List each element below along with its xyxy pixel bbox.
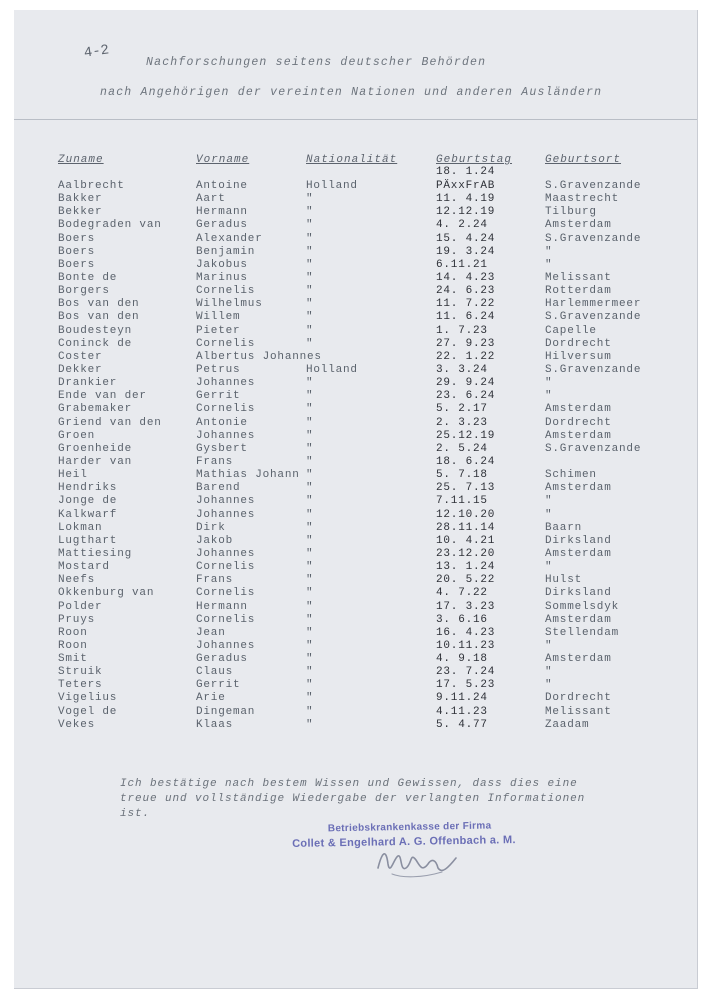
birthplace-cell: Amsterdam xyxy=(545,613,612,626)
given-name-cell: Petrus xyxy=(196,363,241,376)
table-row xyxy=(0,272,713,285)
table-row xyxy=(0,640,713,653)
birthdate-cell: 29. 9.24 xyxy=(436,377,496,390)
birthplace-cell: Dordrecht xyxy=(545,692,612,705)
birthdate-cell: 11. 6.24 xyxy=(436,311,496,324)
birthplace-cell: S.Gravenzande xyxy=(545,442,642,455)
birthdate-cell: 5. 7.18 xyxy=(436,469,488,482)
birthplace-cell: Harlemmermeer xyxy=(545,298,642,311)
birthplace-cell: S.Gravenzande xyxy=(545,311,642,324)
nationality-cell: " xyxy=(306,508,314,521)
birthplace-cell: " xyxy=(545,666,553,679)
given-name-cell: Cornelis xyxy=(196,561,256,574)
column-header-birthplace: Geburtsort xyxy=(545,154,622,166)
table-row xyxy=(0,443,713,456)
given-name-cell: Jean xyxy=(196,626,226,639)
birthdate-cell: 23. 6.24 xyxy=(436,390,496,403)
nationality-cell: " xyxy=(306,416,314,429)
nationality-cell: " xyxy=(306,285,314,298)
birthplace-cell: Amsterdam xyxy=(545,482,612,495)
birthplace-cell: Dirksland xyxy=(545,587,612,600)
nationality-cell: " xyxy=(306,482,314,495)
nationality-cell: " xyxy=(306,705,314,718)
given-name-cell: Benjamin xyxy=(196,245,256,258)
table-row xyxy=(0,522,713,535)
given-name-cell: Gerrit xyxy=(196,390,241,403)
table-row xyxy=(0,587,713,600)
given-name-cell: Frans xyxy=(196,455,234,468)
nationality-cell: Holland xyxy=(306,180,358,192)
nationality-cell: " xyxy=(306,245,314,258)
nationality-cell: " xyxy=(306,692,314,705)
given-name-cell: Hermann xyxy=(196,600,248,613)
surname-cell: Griend van den xyxy=(58,416,162,429)
birthdate-cell: 12.10.20 xyxy=(436,508,496,521)
birthdate-cell: 25.12.19 xyxy=(436,429,496,442)
birthplace-cell: " xyxy=(545,508,553,521)
birthplace-cell: " xyxy=(545,377,553,390)
table-row xyxy=(0,430,713,443)
given-name-cell: Cornelis xyxy=(196,587,256,600)
table-row xyxy=(0,719,713,732)
table-row xyxy=(0,364,713,377)
birthdate-cell: 23. 7.24 xyxy=(436,666,496,679)
table-row xyxy=(0,535,713,548)
declaration-line-1: Ich bestätige nach bestem Wissen und Gewissen, dass dies eine xyxy=(120,778,578,790)
given-name-cell: Cornelis xyxy=(196,337,256,350)
nationality-cell: " xyxy=(306,587,314,600)
nationality-cell: " xyxy=(306,495,314,508)
birthdate-cell: 7.11.15 xyxy=(436,495,488,508)
birthplace-cell: Baarn xyxy=(545,521,583,534)
table-row xyxy=(0,180,713,193)
nationality-cell: " xyxy=(306,521,314,534)
surname-cell: Struik xyxy=(58,666,103,679)
nationality-cell: " xyxy=(306,718,314,731)
birthplace-cell: Dordrecht xyxy=(545,337,612,350)
birthplace-cell: " xyxy=(545,679,553,692)
given-name-cell: Arie xyxy=(196,692,226,705)
birthdate-cell: 17. 5.23 xyxy=(436,679,496,692)
table-row xyxy=(0,482,713,495)
birthdate-cell: 3. 3.24 xyxy=(436,363,488,376)
given-name-cell: Johannes xyxy=(196,495,256,508)
table-row xyxy=(0,627,713,640)
birthdate-cell: 28.11.14 xyxy=(436,521,496,534)
nationality-cell: " xyxy=(306,600,314,613)
given-name-cell: Dirk xyxy=(196,521,226,534)
nationality-cell: " xyxy=(306,377,314,390)
table-row xyxy=(0,614,713,627)
nationality-cell: " xyxy=(306,311,314,324)
birthplace-cell: Rotterdam xyxy=(545,285,612,298)
nationality-cell: " xyxy=(306,206,314,219)
surname-cell: Ende van der xyxy=(58,390,147,403)
birthplace-cell: Hulst xyxy=(545,574,583,587)
table-row xyxy=(0,456,713,469)
birthplace-cell: Stellendam xyxy=(545,626,620,639)
nationality-cell: " xyxy=(306,653,314,666)
table-row xyxy=(0,653,713,666)
table-row xyxy=(0,206,713,219)
nationality-cell: " xyxy=(306,626,314,639)
birthplace-cell: Hilversum xyxy=(545,350,612,363)
given-name-cell: Alexander xyxy=(196,232,263,245)
given-name-cell: Wilhelmus xyxy=(196,298,263,311)
nationality-cell: " xyxy=(306,429,314,442)
given-name-cell: Dingeman xyxy=(196,705,256,718)
surname-cell: Vogel de xyxy=(58,705,118,718)
birthdate-cell: 11. 7.22 xyxy=(436,298,496,311)
birthplace-cell: Amsterdam xyxy=(545,219,612,232)
surname-cell: Mattiesing xyxy=(58,547,133,560)
column-header-birthdate: Geburtstag xyxy=(436,154,513,166)
nationality-cell: " xyxy=(306,455,314,468)
table-row xyxy=(0,548,713,561)
surname-cell: Harder van xyxy=(58,455,133,468)
surname-cell: Groenheide xyxy=(58,442,133,455)
given-name-cell: Claus xyxy=(196,666,234,679)
given-name-cell: Johannes xyxy=(196,639,256,652)
declaration-line-3: ist. xyxy=(120,808,151,820)
table-row xyxy=(0,469,713,482)
surname-cell: Smit xyxy=(58,653,88,666)
surname-cell: Boers xyxy=(58,245,96,258)
birthdate-cell: 20. 5.22 xyxy=(436,574,496,587)
table-row xyxy=(0,259,713,272)
nationality-cell: " xyxy=(306,390,314,403)
given-name-cell: Geradus xyxy=(196,219,248,232)
birthdate-cell: 19. 3.24 xyxy=(436,245,496,258)
given-name-cell: Jakob xyxy=(196,534,234,547)
birthplace-cell: Melissant xyxy=(545,271,612,284)
given-name-cell: Hermann xyxy=(196,206,248,219)
handwritten-signature xyxy=(372,838,462,888)
birthdate-cell: 10.11.23 xyxy=(436,639,496,652)
given-name-cell: Frans xyxy=(196,574,234,587)
surname-cell: Groen xyxy=(58,429,96,442)
table-row xyxy=(0,574,713,587)
stamp-line-2: Collet & Engelhard A. G. Offenbach a. M. xyxy=(292,834,516,850)
surname-cell: Neefs xyxy=(58,574,96,587)
heading-line-1: Nachforschungen seitens deutscher Behörden xyxy=(146,56,487,69)
surname-cell: Polder xyxy=(58,600,103,613)
surname-cell: Roon xyxy=(58,639,88,652)
given-name-cell: Marinus xyxy=(196,271,248,284)
table-row xyxy=(0,692,713,705)
table-row xyxy=(0,417,713,430)
birthplace-cell: " xyxy=(545,561,553,574)
nationality-cell: " xyxy=(306,258,314,271)
surname-cell: Teters xyxy=(58,679,103,692)
table-row xyxy=(0,495,713,508)
table-row xyxy=(0,219,713,232)
given-name-cell: Gysbert xyxy=(196,442,248,455)
given-name-cell: Johannes xyxy=(196,547,256,560)
birthplace-cell: Capelle xyxy=(545,324,597,337)
birthplace-cell: " xyxy=(545,390,553,403)
surname-cell: Vigelius xyxy=(58,692,118,705)
given-name-cell: Aart xyxy=(196,193,226,206)
table-row xyxy=(0,298,713,311)
birthplace-cell: Sommelsdyk xyxy=(545,600,620,613)
birthplace-cell: Amsterdam xyxy=(545,403,612,416)
nationality-cell: " xyxy=(306,232,314,245)
birthplace-cell: Tilburg xyxy=(545,206,597,219)
birthdate-cell: 4. 9.18 xyxy=(436,653,488,666)
birthdate-cell: 1. 7.23 xyxy=(436,324,488,337)
nationality-cell: " xyxy=(306,337,314,350)
birthdate-cell: 4. 2.24 xyxy=(436,219,488,232)
stamp-line-1: Betriebskrankenkasse der Firma xyxy=(327,820,492,835)
surname-cell: Okkenburg van xyxy=(58,587,155,600)
surname-cell: Pruys xyxy=(58,613,96,626)
surname-cell: Hendriks xyxy=(58,482,118,495)
table-row xyxy=(0,233,713,246)
table-row xyxy=(0,193,713,206)
surname-cell: Bonte de xyxy=(58,271,118,284)
birthdate-cell: 2. 5.24 xyxy=(436,442,488,455)
table-row xyxy=(0,706,713,719)
surname-cell: Bodegraden van xyxy=(58,219,162,232)
birthplace-cell: Dirksland xyxy=(545,534,612,547)
birthdate-cell: 23.12.20 xyxy=(436,547,496,560)
birthdate-cell: 10. 4.21 xyxy=(436,534,496,547)
birthdate-cell: 27. 9.23 xyxy=(436,337,496,350)
given-name-cell: Jakobus xyxy=(196,258,248,271)
nationality-cell: " xyxy=(306,403,314,416)
birthplace-cell: Amsterdam xyxy=(545,653,612,666)
surname-cell: Boudesteyn xyxy=(58,324,133,337)
birthplace-cell: S.Gravenzande xyxy=(545,363,642,376)
birthdate-cell: 16. 4.23 xyxy=(436,626,496,639)
given-name-cell: Mathias Johann xyxy=(196,469,300,482)
given-name-cell: Antoine xyxy=(196,180,248,192)
nationality-cell: " xyxy=(306,442,314,455)
birthdate-cell: 18. 6.24 xyxy=(436,455,496,468)
birthdate-cell: 15. 4.24 xyxy=(436,232,496,245)
declaration-line-2: treue und vollständige Wiedergabe der verlangten Informationen xyxy=(120,793,586,805)
surname-cell: Jonge de xyxy=(58,495,118,508)
birthplace-cell: Maastrecht xyxy=(545,193,620,206)
surname-cell: Roon xyxy=(58,626,88,639)
surname-cell: Lugthart xyxy=(58,534,118,547)
table-row xyxy=(0,666,713,679)
birthplace-cell: Zaadam xyxy=(545,718,590,731)
given-name-cell: Geradus xyxy=(196,653,248,666)
table-row xyxy=(0,509,713,522)
birthdate-cell: 4.11.23 xyxy=(436,705,488,718)
table-row xyxy=(0,285,713,298)
table-row xyxy=(0,403,713,416)
birthdate-cell: 24. 6.23 xyxy=(436,285,496,298)
nationality-cell: " xyxy=(306,547,314,560)
given-name-cell: Gerrit xyxy=(196,679,241,692)
birthplace-cell: Dordrecht xyxy=(545,416,612,429)
nationality-cell: " xyxy=(306,574,314,587)
surname-cell: Bekker xyxy=(58,206,103,219)
surname-cell: Bos van den xyxy=(58,298,140,311)
given-name-cell: Antonie xyxy=(196,416,248,429)
table-row xyxy=(0,246,713,259)
birthplace-cell: " xyxy=(545,495,553,508)
nationality-cell: " xyxy=(306,561,314,574)
birthdate-cell: 22. 1.22 xyxy=(436,350,496,363)
birthdate-cell: 4. 7.22 xyxy=(436,587,488,600)
first-date-entry: 18. 1.24 xyxy=(436,166,496,178)
given-name-cell: Willem xyxy=(196,311,241,324)
birthdate-cell: 2. 3.23 xyxy=(436,416,488,429)
surname-cell: Drankier xyxy=(58,377,118,390)
table-row xyxy=(0,679,713,692)
surname-cell: Grabemaker xyxy=(58,403,133,416)
nationality-cell: Holland xyxy=(306,363,358,376)
given-name-cell: Johannes xyxy=(196,508,256,521)
surname-cell: Mostard xyxy=(58,561,110,574)
birthplace-cell: Melissant xyxy=(545,705,612,718)
given-name-cell: Cornelis xyxy=(196,285,256,298)
surname-cell: Lokman xyxy=(58,521,103,534)
table-row xyxy=(0,351,713,364)
column-header-nationality: Nationalität xyxy=(306,154,398,166)
birthdate-cell: 5. 2.17 xyxy=(436,403,488,416)
birthdate-cell: 12.12.19 xyxy=(436,206,496,219)
fold-line xyxy=(14,119,697,120)
given-name-cell: Cornelis xyxy=(196,613,256,626)
surname-cell: Borgers xyxy=(58,285,110,298)
birthdate-cell: 14. 4.23 xyxy=(436,271,496,284)
birthdate-cell: 17. 3.23 xyxy=(436,600,496,613)
birthplace-cell: " xyxy=(545,245,553,258)
column-header-given-name: Vorname xyxy=(196,154,250,166)
surname-cell: Boers xyxy=(58,232,96,245)
surname-cell: Heil xyxy=(58,469,88,482)
birthdate-cell: 3. 6.16 xyxy=(436,613,488,626)
person-table xyxy=(0,180,713,732)
birthdate-cell: 13. 1.24 xyxy=(436,561,496,574)
declaration xyxy=(120,777,680,822)
birthdate-cell: 11. 4.19 xyxy=(436,193,496,206)
nationality-cell: " xyxy=(306,219,314,232)
column-header-surname: Zuname xyxy=(58,154,104,166)
nationality-cell: " xyxy=(306,193,314,206)
surname-cell: Vekes xyxy=(58,718,96,731)
birthplace-cell: Amsterdam xyxy=(545,429,612,442)
birthplace-cell: Schimen xyxy=(545,469,597,482)
given-name-cell: Johannes xyxy=(196,429,256,442)
table-row xyxy=(0,325,713,338)
surname-cell: Bos van den xyxy=(58,311,140,324)
surname-cell: Coninck de xyxy=(58,337,133,350)
surname-cell: Dekker xyxy=(58,363,103,376)
nationality-cell: " xyxy=(306,469,314,482)
given-name-cell: Johannes xyxy=(196,377,256,390)
nationality-cell: " xyxy=(306,679,314,692)
birthplace-cell: Amsterdam xyxy=(545,547,612,560)
birthdate-cell: 25. 7.13 xyxy=(436,482,496,495)
birthplace-cell: " xyxy=(545,639,553,652)
nationality-cell: " xyxy=(306,271,314,284)
surname-cell: Kalkwarf xyxy=(58,508,118,521)
heading-line-2: nach Angehörigen der vereinten Nationen und anderen Ausländern xyxy=(100,86,603,99)
nationality-cell: " xyxy=(306,324,314,337)
table-row xyxy=(0,338,713,351)
birthplace-cell: " xyxy=(545,258,553,271)
nationality-cell: " xyxy=(306,613,314,626)
birthdate-cell: 5. 4.77 xyxy=(436,718,488,731)
surname-cell: Aalbrecht xyxy=(58,180,125,192)
nationality-cell: " xyxy=(306,639,314,652)
surname-cell: Coster xyxy=(58,350,103,363)
corner-mark: 4-2 xyxy=(83,42,111,62)
given-name-cell: Klaas xyxy=(196,718,234,731)
surname-cell: Bakker xyxy=(58,193,103,206)
nationality-cell: " xyxy=(306,666,314,679)
birthdate-cell: 6.11.21 xyxy=(436,258,488,271)
nationality-cell: " xyxy=(306,298,314,311)
table-row xyxy=(0,561,713,574)
table-row xyxy=(0,377,713,390)
table-row xyxy=(0,311,713,324)
given-name-cell: Pieter xyxy=(196,324,241,337)
nationality-cell: " xyxy=(306,534,314,547)
birthdate-cell: 9.11.24 xyxy=(436,692,488,705)
given-name-cell: Albertus Johannes xyxy=(196,350,322,363)
birthplace-cell: S.Gravenzande xyxy=(545,232,642,245)
table-row xyxy=(0,390,713,403)
given-name-cell: Cornelis xyxy=(196,403,256,416)
given-name-cell: Barend xyxy=(196,482,241,495)
table-row xyxy=(0,601,713,614)
surname-cell: Boers xyxy=(58,258,96,271)
birthplace-cell: S.Gravenzande xyxy=(545,180,642,192)
birthdate-cell: PÄxxFrAB xyxy=(436,180,496,192)
